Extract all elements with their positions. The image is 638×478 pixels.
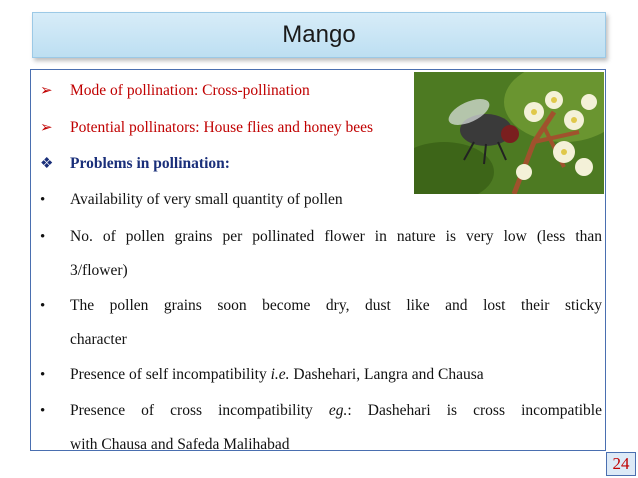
- slide-title: Mango: [282, 21, 356, 48]
- bullet-potential-pollinators: ➢ Potential pollinators: House flies and honey bees: [40, 119, 374, 136]
- point-self-incompatibility: • Presence of self incompatibility i.e. Dashehari, Langra and Chausa: [40, 366, 484, 383]
- page-number: 24: [606, 452, 636, 476]
- bullet-mode-of-pollination: ➢ Mode of pollination: Cross-pollination: [40, 82, 310, 99]
- point-pollen-availability: • Availability of very small quantity of pollen: [40, 191, 343, 208]
- bullet-problems-heading: ❖ Problems in pollination:: [40, 155, 230, 172]
- point-pollen-dry: • The pollen grains soon become dry, dust like and lost their sticky character: [40, 297, 602, 348]
- fly-on-mango-flower-icon: [414, 72, 604, 194]
- fly-on-mango-flower-photo: [414, 72, 604, 194]
- point-pollen-grains-count: • No. of pollen grains per pollinated flower in nature is very low (less than 3/flower): [40, 228, 602, 279]
- title-bar: [32, 12, 606, 58]
- point-cross-incompatibility: • Presence of cross incompatibility eg.: Dashehari is cross incompatible with Chausa and Safeda Malihabad: [40, 402, 602, 453]
